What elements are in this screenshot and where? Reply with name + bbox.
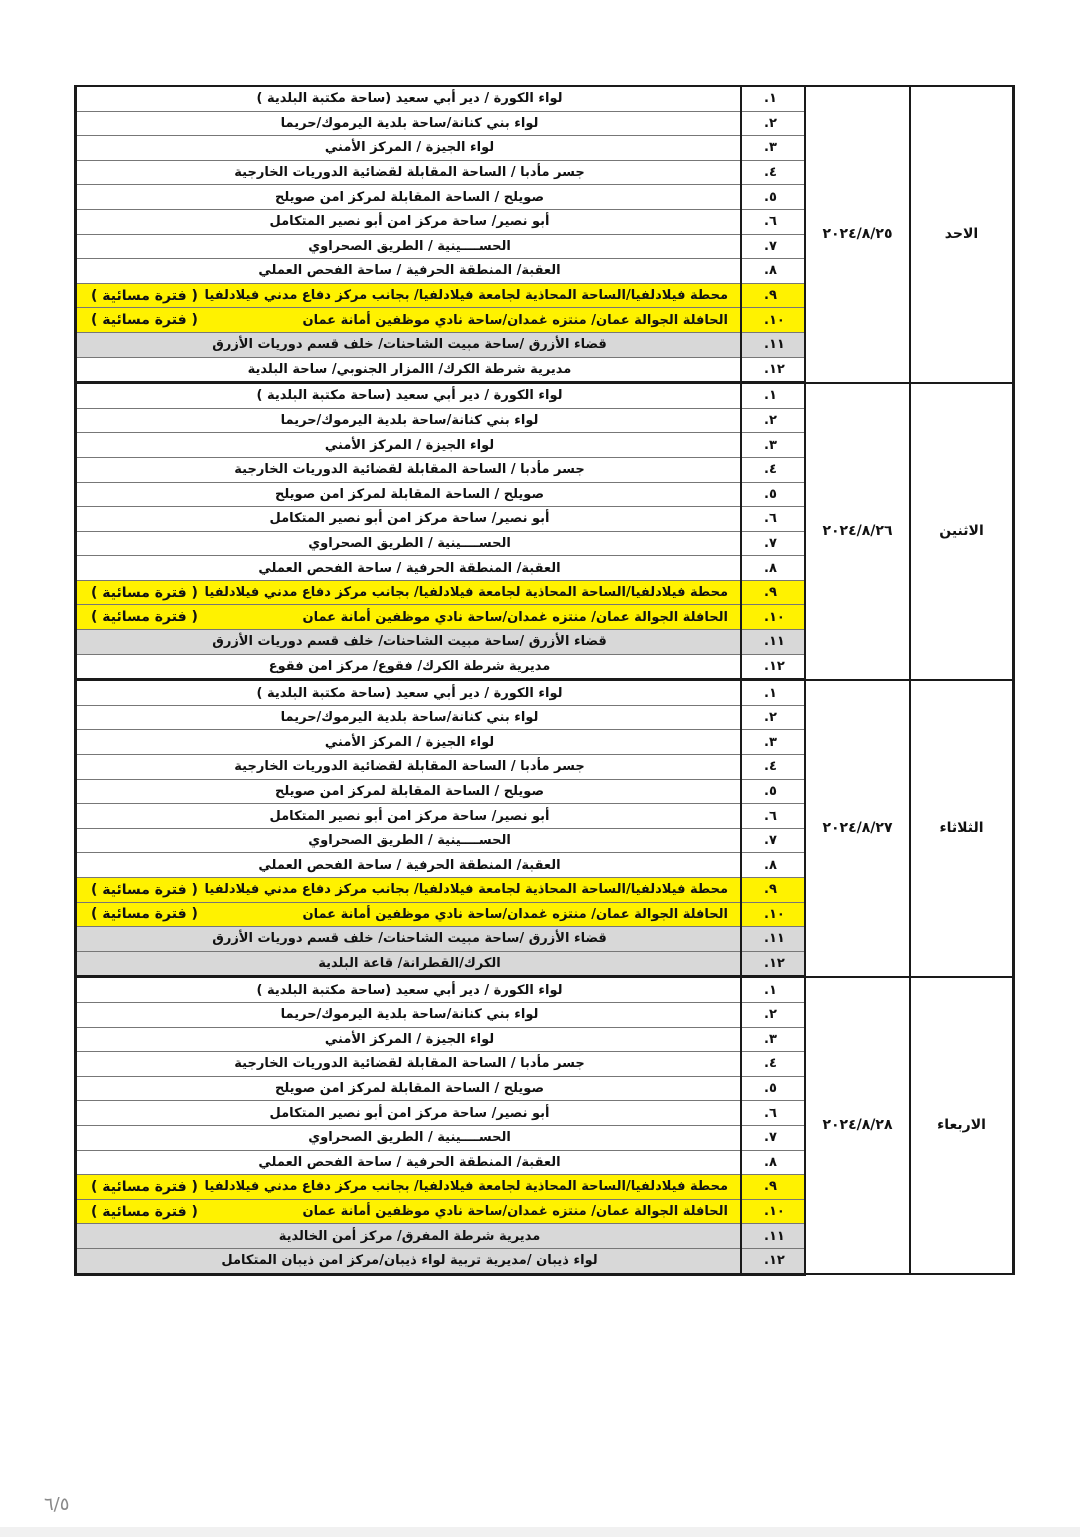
row-number-cell: ٩. (741, 283, 805, 308)
location-content (77, 659, 740, 674)
evening-shift-tag: ( فترة مسائية ) (91, 312, 198, 329)
location-cell (76, 408, 742, 433)
row-number-cell: ٦. (741, 1101, 805, 1126)
location-text: أبو نصير/ ساحة مركز امن أبو نصير المتكامل (269, 511, 550, 527)
row-number-cell: ٤. (741, 755, 805, 780)
location-content (77, 462, 740, 477)
location-cell (76, 308, 742, 333)
location-text: صويلح / الساحة المقابلة لمركز امن صويلح (274, 486, 545, 502)
location-cell (76, 209, 742, 234)
row-number-cell: ٤. (741, 457, 805, 482)
location-text: لواء الجيزة / المركز الأمني (324, 1031, 495, 1047)
location-content (77, 511, 740, 526)
row-number-cell: ٩. (741, 580, 805, 605)
location-text: أبو نصير/ ساحة مركز امن أبو نصير المتكامل (269, 808, 550, 824)
location-content (77, 634, 740, 649)
location-content (77, 609, 740, 625)
location-cell (76, 1248, 742, 1274)
location-text: العقبة/ المنطقة الحرفية / ساحة الفحص العملي (258, 857, 561, 873)
location-cell (76, 580, 742, 605)
location-text: لواء بني كنانة/ساحة بلدية اليرموك/حريما (280, 115, 539, 131)
row-number-cell: ٥. (741, 779, 805, 804)
location-text: الحســــينية / الطريق الصحراوي (308, 1130, 511, 1146)
location-cell (76, 902, 742, 927)
location-cell (76, 1150, 742, 1175)
location-content (77, 536, 740, 551)
evening-shift-tag: ( فترة مسائية ) (91, 1178, 198, 1195)
location-content (77, 809, 740, 824)
location-text: قضاء الأزرق /ساحة مبيت الشاحنات/ خلف قسم دوريات الأزرق (212, 634, 607, 650)
location-content (77, 337, 740, 352)
location-cell (76, 730, 742, 755)
location-cell (76, 160, 742, 185)
location-text: محطة فيلادلفيا/الساحة المحاذية لجامعة فيلادلفيا/ بجانب مركز دفاع مدني فيلادلفيا (204, 585, 728, 601)
row-number-cell: ٨. (741, 259, 805, 284)
location-text: أبو نصير/ ساحة مركز امن أبو نصير المتكامل (269, 1105, 550, 1121)
location-cell (76, 630, 742, 655)
location-text: محطة فيلادلفيا/الساحة المحاذية لجامعة فيلادلفيا/ بجانب مركز دفاع مدني فيلادلفيا (204, 1179, 728, 1195)
location-cell (76, 136, 742, 161)
row-number-cell: ٣. (741, 136, 805, 161)
location-content (77, 1155, 740, 1170)
evening-shift-tag: ( فترة مسائية ) (91, 906, 198, 923)
location-content (77, 906, 740, 922)
location-content (77, 759, 740, 774)
row-number-cell: ٢. (741, 1002, 805, 1027)
row-number-cell: ٥. (741, 1076, 805, 1101)
location-cell (76, 332, 742, 357)
day-name-cell: الاربعاء (910, 977, 1014, 1274)
location-text: مديرية شرطة الكرك/ االمزار الجنوبي/ ساحة البلدية (247, 361, 572, 377)
location-text: الحســــينية / الطريق الصحراوي (308, 535, 511, 551)
location-content (77, 710, 740, 725)
location-text: لواء الجيزة / المركز الأمني (324, 734, 495, 750)
schedule-body (76, 86, 1014, 1274)
date-cell: ٢٠٢٤/٨/٢٦ (805, 383, 910, 680)
date-cell: ٢٠٢٤/٨/٢٥ (805, 86, 910, 383)
location-text: لواء ذيبان /مديرية تربية لواء ذيبان/مركز امن ذيبان المتكامل (221, 1253, 598, 1269)
row-number-cell: ١١. (741, 1224, 805, 1249)
location-content (77, 1106, 740, 1121)
location-cell (76, 1027, 742, 1052)
location-content (77, 735, 740, 750)
location-cell (76, 705, 742, 730)
location-content (77, 487, 740, 502)
location-cell (76, 927, 742, 952)
location-cell (76, 234, 742, 259)
location-cell (76, 654, 742, 680)
location-cell (76, 1002, 742, 1027)
location-cell (76, 457, 742, 482)
row-number-cell: ٩. (741, 1175, 805, 1200)
row-number-cell: ٣. (741, 1027, 805, 1052)
location-content (77, 312, 740, 328)
location-text: لواء الجيزة / المركز الأمني (324, 437, 495, 453)
location-cell (76, 1125, 742, 1150)
row-number-cell: ١٢. (741, 654, 805, 680)
location-text: العقبة/ المنطقة الحرفية / ساحة الفحص العملي (258, 1154, 561, 1170)
location-content (77, 190, 740, 205)
location-text: محطة فيلادلفيا/الساحة المحاذية لجامعة فيلادلفيا/ بجانب مركز دفاع مدني فيلادلفيا (204, 882, 728, 898)
location-text: مديرية شرطة الكرك/ فقوع/ مركز امن فقوع (268, 658, 551, 674)
location-text: صويلح / الساحة المقابلة لمركز امن صويلح (274, 1081, 545, 1097)
row-number-cell: ١٠. (741, 605, 805, 630)
location-content (77, 239, 740, 254)
row-number-cell: ٨. (741, 1150, 805, 1175)
location-cell (76, 680, 742, 706)
location-text: الكرك/القطرانة/ قاعة البلدية (318, 956, 501, 972)
row-number-cell: ٧. (741, 531, 805, 556)
location-content (77, 1032, 740, 1047)
row-number-cell: ٩. (741, 878, 805, 903)
location-content (77, 561, 740, 576)
location-content (77, 686, 740, 701)
location-text: الحافلة الجوالة عمان/ منتزه غمدان/ساحة نادي موظفين أمانة عمان (302, 906, 728, 922)
row-number-cell: ٧. (741, 1125, 805, 1150)
evening-shift-tag: ( فترة مسائية ) (91, 287, 198, 304)
location-text: قضاء الأزرق /ساحة مبيت الشاحنات/ خلف قسم دوريات الأزرق (212, 931, 607, 947)
row-number-cell: ٦. (741, 507, 805, 532)
date-cell: ٢٠٢٤/٨/٢٧ (805, 680, 910, 977)
schedule-row (76, 680, 1014, 706)
row-number-cell: ١. (741, 977, 805, 1003)
row-number-cell: ١. (741, 680, 805, 706)
location-text: العقبة/ المنطقة الحرفية / ساحة الفحص العملي (258, 560, 561, 576)
location-text: الحســــينية / الطريق الصحراوي (308, 833, 511, 849)
location-cell (76, 531, 742, 556)
location-cell (76, 1101, 742, 1126)
evening-shift-tag: ( فترة مسائية ) (91, 1203, 198, 1220)
location-content (77, 362, 740, 377)
row-number-cell: ٨. (741, 556, 805, 581)
location-cell (76, 1052, 742, 1077)
location-cell (76, 755, 742, 780)
location-cell (76, 433, 742, 458)
location-cell (76, 259, 742, 284)
row-number-cell: ٢. (741, 111, 805, 136)
location-cell (76, 878, 742, 903)
location-text: لواء الكورة / دير أبي سعيد (ساحة مكتبة البلدية ) (256, 982, 563, 998)
location-content (77, 1007, 740, 1022)
row-number-cell: ٤. (741, 160, 805, 185)
location-cell (76, 853, 742, 878)
location-text: لواء بني كنانة/ساحة بلدية اليرموك/حريما (280, 1007, 539, 1023)
location-cell (76, 977, 742, 1003)
location-content (77, 438, 740, 453)
bottom-edge (0, 1527, 1080, 1537)
row-number-cell: ١٠. (741, 308, 805, 333)
location-text: جسر مأدبا / الساحة المقابلة لقضائية الدوريات الخارجية (234, 759, 585, 775)
row-number-cell: ١. (741, 383, 805, 409)
location-text: العقبة/ المنطقة الحرفية / ساحة الفحص العملي (258, 263, 561, 279)
location-cell (76, 482, 742, 507)
location-text: الحافلة الجوالة عمان/ منتزه غمدان/ساحة نادي موظفين أمانة عمان (302, 1204, 728, 1220)
evening-shift-tag: ( فترة مسائية ) (91, 584, 198, 601)
location-cell (76, 605, 742, 630)
location-text: صويلح / الساحة المقابلة لمركز امن صويلح (274, 189, 545, 205)
location-text: لواء الجيزة / المركز الأمني (324, 140, 495, 156)
location-content (77, 983, 740, 998)
location-text: جسر مأدبا / الساحة المقابلة لقضائية الدوريات الخارجية (234, 165, 585, 181)
location-text: لواء الكورة / دير أبي سعيد (ساحة مكتبة البلدية ) (256, 388, 563, 404)
row-number-cell: ٥. (741, 185, 805, 210)
row-number-cell: ٢. (741, 408, 805, 433)
location-content (77, 585, 740, 601)
row-number-cell: ١١. (741, 927, 805, 952)
location-content (77, 931, 740, 946)
row-number-cell: ٣. (741, 730, 805, 755)
row-number-cell: ٤. (741, 1052, 805, 1077)
location-cell (76, 1175, 742, 1200)
row-number-cell: ١٢. (741, 357, 805, 383)
row-number-cell: ١١. (741, 630, 805, 655)
row-number-cell: ٦. (741, 804, 805, 829)
location-text: لواء بني كنانة/ساحة بلدية اليرموك/حريما (280, 413, 539, 429)
row-number-cell: ٧. (741, 234, 805, 259)
row-number-cell: ٧. (741, 828, 805, 853)
row-number-cell: ١. (741, 86, 805, 111)
location-text: جسر مأدبا / الساحة المقابلة لقضائية الدوريات الخارجية (234, 1056, 585, 1072)
location-content (77, 413, 740, 428)
location-cell (76, 1224, 742, 1249)
location-content (77, 784, 740, 799)
location-cell (76, 1199, 742, 1224)
location-text: الحســــينية / الطريق الصحراوي (308, 238, 511, 254)
location-content (77, 1130, 740, 1145)
day-name-cell: الاثنين (910, 383, 1014, 680)
location-content (77, 1229, 740, 1244)
row-number-cell: ١٢. (741, 951, 805, 977)
location-text: صويلح / الساحة المقابلة لمركز امن صويلح (274, 783, 545, 799)
day-name-cell: الثلاثاء (910, 680, 1014, 977)
location-text: لواء الكورة / دير أبي سعيد (ساحة مكتبة البلدية ) (256, 91, 563, 107)
page-number: ٦/٥ (44, 1494, 70, 1515)
location-content (77, 1056, 740, 1071)
schedule-row (76, 86, 1014, 111)
location-content (77, 288, 740, 304)
location-cell (76, 1076, 742, 1101)
row-number-cell: ١٠. (741, 1199, 805, 1224)
location-content (77, 1179, 740, 1195)
location-content (77, 91, 740, 106)
date-cell: ٢٠٢٤/٨/٢٨ (805, 977, 910, 1274)
evening-shift-tag: ( فترة مسائية ) (91, 609, 198, 626)
location-text: لواء الكورة / دير أبي سعيد (ساحة مكتبة البلدية ) (256, 685, 563, 701)
location-content (77, 388, 740, 403)
location-content (77, 1081, 740, 1096)
schedule-table (74, 85, 1015, 1276)
row-number-cell: ٦. (741, 209, 805, 234)
location-text: لواء بني كنانة/ساحة بلدية اليرموك/حريما (280, 710, 539, 726)
location-text: مديرية شرطة المفرق/ مركز أمن الخالدية (278, 1228, 541, 1244)
day-name-cell: الاحد (910, 86, 1014, 383)
row-number-cell: ٥. (741, 482, 805, 507)
row-number-cell: ١١. (741, 332, 805, 357)
location-cell (76, 185, 742, 210)
location-text: جسر مأدبا / الساحة المقابلة لقضائية الدوريات الخارجية (234, 462, 585, 478)
schedule-row (76, 383, 1014, 409)
row-number-cell: ٨. (741, 853, 805, 878)
evening-shift-tag: ( فترة مسائية ) (91, 881, 198, 898)
location-text: محطة فيلادلفيا/الساحة المحاذية لجامعة فيلادلفيا/ بجانب مركز دفاع مدني فيلادلفيا (204, 288, 728, 304)
location-cell (76, 828, 742, 853)
row-number-cell: ٣. (741, 433, 805, 458)
location-content (77, 165, 740, 180)
row-number-cell: ١٢. (741, 1248, 805, 1274)
location-cell (76, 779, 742, 804)
location-cell (76, 556, 742, 581)
location-content (77, 263, 740, 278)
location-cell (76, 383, 742, 409)
location-content (77, 858, 740, 873)
location-cell (76, 507, 742, 532)
location-text: الحافلة الجوالة عمان/ منتزه غمدان/ساحة نادي موظفين أمانة عمان (302, 609, 728, 625)
location-text: قضاء الأزرق /ساحة مبيت الشاحنات/ خلف قسم دوريات الأزرق (212, 337, 607, 353)
row-number-cell: ١٠. (741, 902, 805, 927)
location-content (77, 1204, 740, 1220)
location-content (77, 140, 740, 155)
location-text: الحافلة الجوالة عمان/ منتزه غمدان/ساحة نادي موظفين أمانة عمان (302, 312, 728, 328)
row-number-cell: ٢. (741, 705, 805, 730)
location-content (77, 116, 740, 131)
location-cell (76, 86, 742, 111)
location-cell (76, 283, 742, 308)
location-cell (76, 357, 742, 383)
location-text: أبو نصير/ ساحة مركز امن أبو نصير المتكامل (269, 214, 550, 230)
location-content (77, 214, 740, 229)
location-cell (76, 804, 742, 829)
location-content (77, 956, 740, 971)
location-content (77, 1253, 740, 1268)
schedule-row (76, 977, 1014, 1003)
location-content (77, 882, 740, 898)
location-cell (76, 951, 742, 977)
location-cell (76, 111, 742, 136)
location-content (77, 833, 740, 848)
